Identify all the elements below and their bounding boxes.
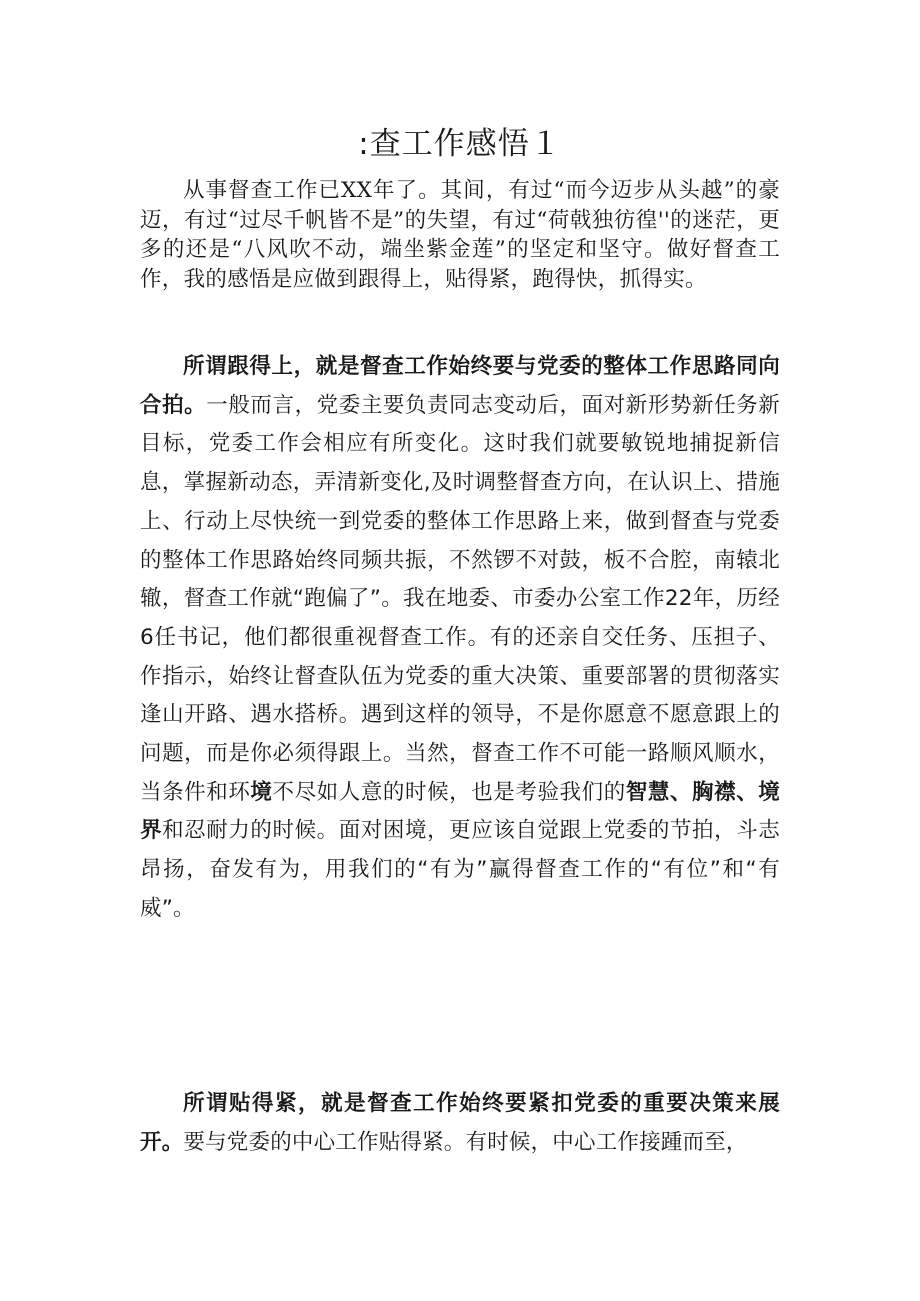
section1-paragraph	[140, 348, 780, 929]
section2-lead: 所谓贴得紧，就是督查工作始终要紧扣党委的重要决策来展开。	[140, 1091, 780, 1155]
section1-body-a: 一般而言，党委主要负责同志变动后，面对新形势新任务新目标，党委工作会相应有所变化。这时我们就要敏锐地捕捉新信息，掌握新动态，弄清新变化,及时调整督查方向，在认识上、措施上、行动上尽快统一到党委的整体工作思路上来，做到督查与党委的整体工作思路始终同频共振，不然锣不对鼓，板不合腔，南辕北辙，督查工作就“跑偏了”。我在地委、市委办公室工作22年，历经6任书记，他们都很重视督查工作。有的还亲自交任务、压担子、作指示，始终让督查队伍为党委的重大决策、重要部署的贯彻落实逢山开路、遇水搭桥。遇到这样的领导，不是你愿意不愿意跟上的问题，而是你必须得跟上。当然，督查工作不可能一路顺风顺水，当条件和环	[140, 392, 780, 805]
section2-body: 要与党委的中心工作贴得紧。有时候，中心工作接踵而至，	[183, 1129, 748, 1155]
intro-paragraph: 从事督查工作已XX年了。其间，有过“而今迈步从头越”的豪迈，有过“过尽千帆皆不是”的失望，有过“荷戟独彷徨''的迷茫，更多的还是“八风吹不动，端坐紫金莲”的坚定和坚守。做好督查工作，我的感悟是应做到跟得上，贴得紧，跑得快，抓得实。	[140, 178, 780, 292]
section1-emphasis-1: 境	[250, 779, 273, 805]
section1-emphasis-2: 智慧、胸襟、境界	[140, 779, 781, 844]
section1-lead: 所谓跟得上，就是督查工作始终要与党委的整体工作思路同向合拍。	[140, 354, 780, 418]
section1-body-b: 不尽如人意的时候，也是考验我们的	[272, 779, 626, 805]
document-title: :查工作感悟１	[358, 126, 562, 162]
section1-body-c: 和忍耐力的时候。面对困境，更应该自觉跟上党委的节拍，斗志昂扬，奋发有为，用我们的“有为”赢得督查工作的“有位”和“有威”。	[140, 818, 781, 921]
section2-paragraph	[140, 1085, 780, 1162]
